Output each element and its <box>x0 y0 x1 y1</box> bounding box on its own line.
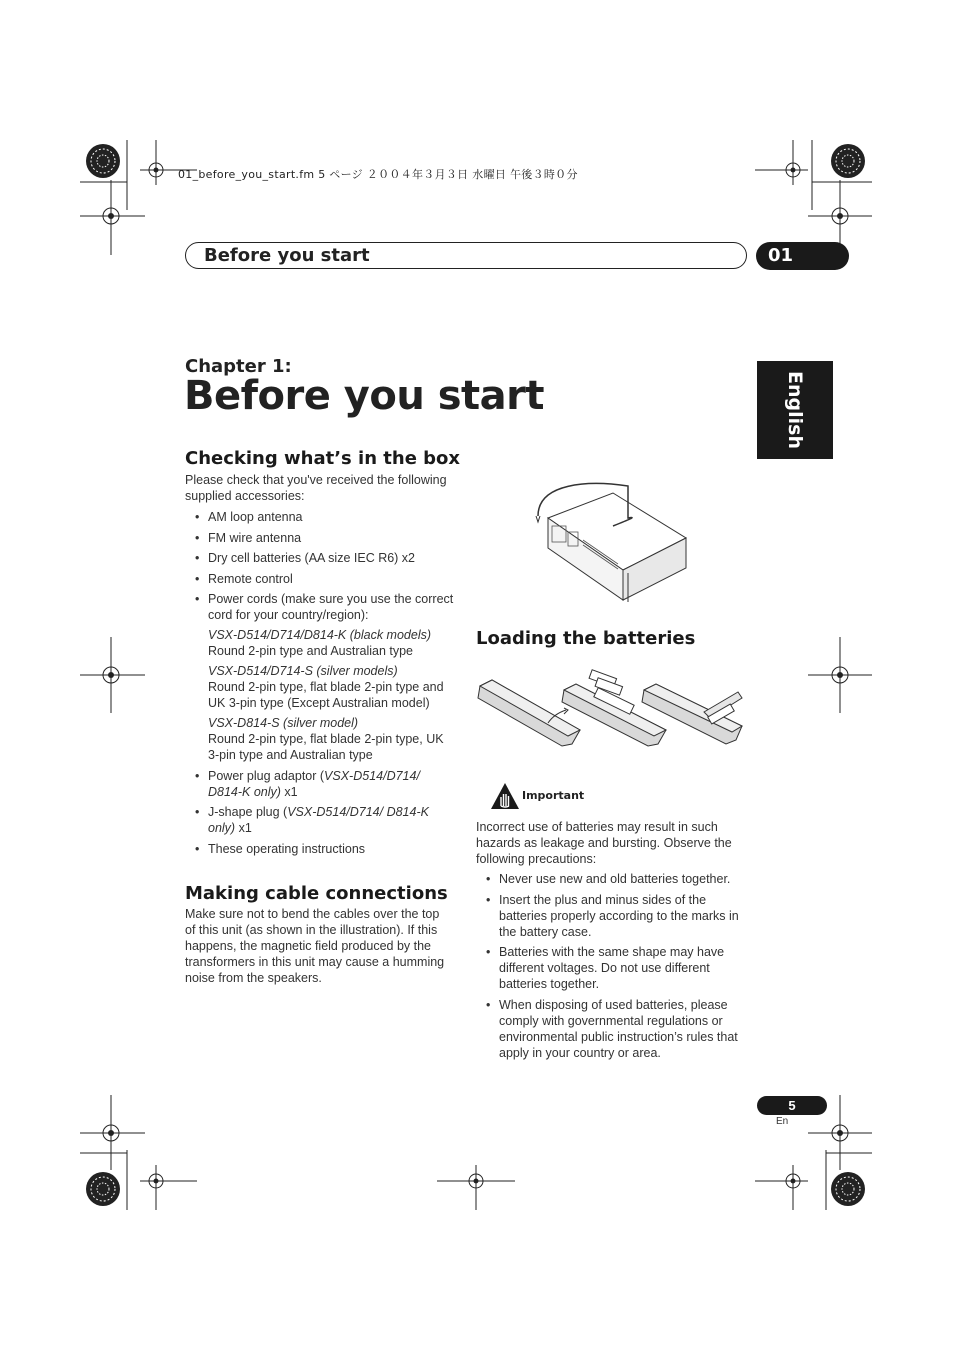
receiver-illustration <box>528 478 693 606</box>
list-item: • J-shape plug (VSX-D514/D714/ D814-K only) x1 <box>185 804 457 836</box>
page-language-code: En <box>776 1116 789 1127</box>
list-item: • These operating instructions <box>185 841 457 857</box>
page-number: 5 <box>757 1096 827 1115</box>
cables-heading: Making cable connections <box>185 883 448 904</box>
language-tab-label: English <box>784 371 806 449</box>
list-item: • Batteries with the same shape may have different voltages. Do not use different batteries together. <box>476 944 748 992</box>
batteries-heading: Loading the batteries <box>476 628 696 649</box>
chapter-number-badge: 01 <box>756 242 849 270</box>
list-item: • Remote control <box>185 571 457 587</box>
list-item: • Never use new and old batteries together. <box>476 871 748 887</box>
batteries-intro: Incorrect use of batteries may result in such hazards as leakage and bursting. Observe the following precautions: <box>476 820 732 866</box>
battery-precautions-list <box>476 871 748 1065</box>
warning-hand-icon <box>490 782 520 810</box>
chapter-label: Chapter 1: <box>185 356 292 377</box>
list-item: • FM wire antenna <box>185 530 457 546</box>
battery-loading-illustration <box>476 668 746 750</box>
list-item: • Dry cell batteries (AA size IEC R6) x2 <box>185 550 457 566</box>
power-cord-types: VSX-D514/D714/D814-K (black models) Round 2-pin type and Australian type VSX-D514/D714-S (silver models) Round 2-pin type, flat blade 2-pin type and UK 3-pin type (Except Australian model) VSX-D814-S (silver model) Round 2-pin type, flat blade 2-pin type, UK 3-pin type and Australian type <box>208 628 444 762</box>
important-label: Important <box>522 789 585 802</box>
list-item: • Power cords (make sure you use the correct cord for your country/region): VSX-D514/D714/D814-K (black models) Round 2-pin type and Australian type VSX-D514/D714-S (silver models) Round 2-pin type, flat blade 2-pin type and UK 3-pin type (Except Australian model) VSX-D814-S (silver model) Round 2-pin type, flat blade 2-pin type, UK 3-pin type and Australian type <box>185 591 457 763</box>
header-title: Before you start <box>204 245 370 266</box>
list-item: • Power plug adaptor (VSX-D514/D714/ D814-K only) x1 <box>185 768 457 800</box>
list-item: • AM loop antenna <box>185 509 457 525</box>
checking-intro: Please check that you've received the following supplied accessories: <box>185 473 447 503</box>
checking-heading: Checking what’s in the box <box>185 448 461 469</box>
chapter-title: Before you start <box>184 373 545 419</box>
list-item: • When disposing of used batteries, please comply with governmental regulations or environmental public instruction’s rules that apply in your country or area. <box>476 997 748 1061</box>
accessories-list <box>185 509 457 861</box>
file-info: 01_before_you_start.fm 5 ページ ２００４年３月３日 水曜日 午後３時０分 <box>178 168 578 181</box>
list-item: • Insert the plus and minus sides of the batteries properly according to the marks in the battery case. <box>476 892 748 940</box>
cables-text: Make sure not to bend the cables over the top of this unit (as shown in the illustration). If this happens, the magnetic field produced by the transformers in this unit may cause a humming noise from the speakers. <box>185 907 445 985</box>
language-tab <box>757 361 833 459</box>
